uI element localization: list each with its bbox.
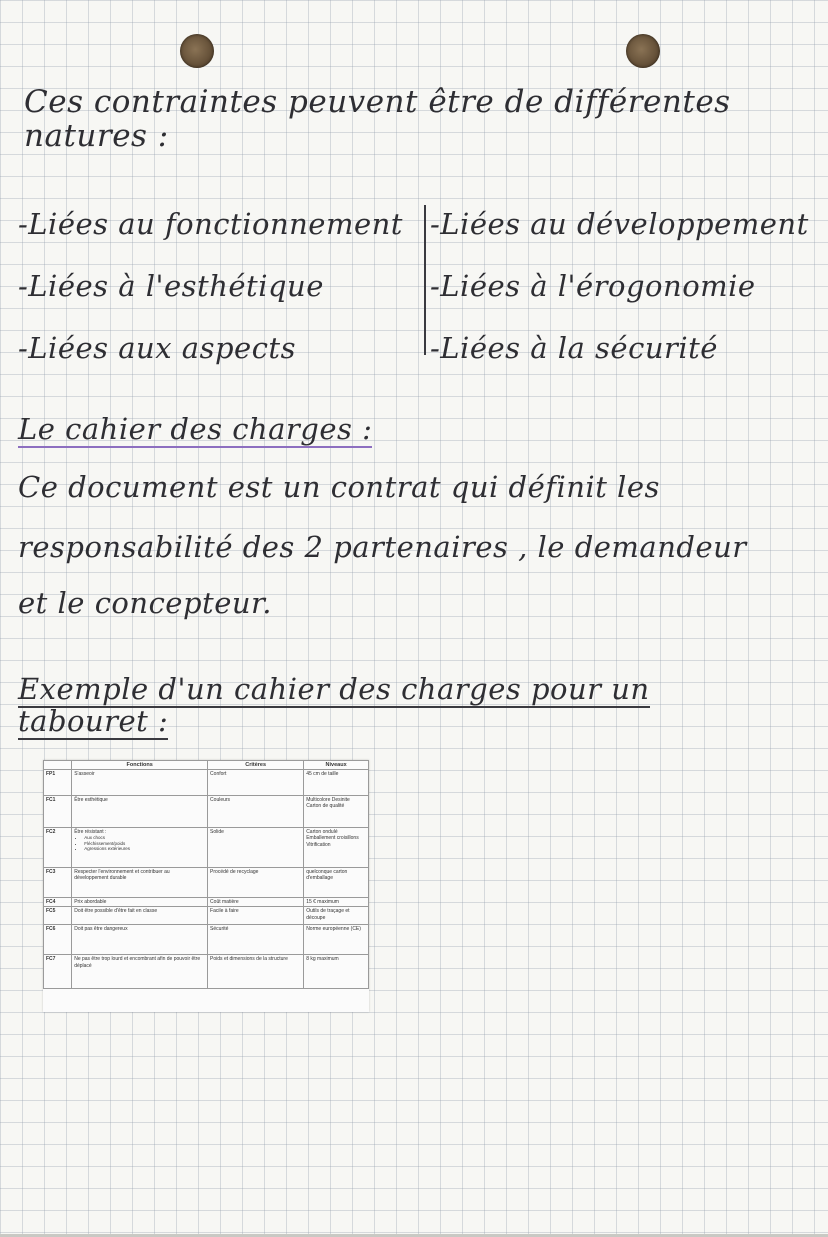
cdc-heading: Le cahier des charges : (18, 412, 373, 446)
cdc-text-line-1: Ce document est un contrat qui définit les (18, 470, 660, 504)
row-fonction: Prix abordable (72, 898, 208, 907)
constraint-item: -Liées aux aspects (18, 331, 296, 365)
table-row (44, 925, 369, 955)
header-niveaux: Niveaux (304, 761, 369, 770)
row-niveau: Norme européenne (CE) (304, 925, 369, 955)
sub-item: • Agressions extérieures (84, 846, 205, 852)
sub-item: • Aux chocs (84, 835, 205, 841)
constraints-left-column (18, 202, 403, 388)
row-fonction (72, 828, 208, 868)
row-code: FC2 (44, 828, 72, 868)
row-niveau: Carton ondulé Emballement croisillons Vitrification (304, 828, 369, 868)
row-critere: Poids et dimensions de la structure (208, 955, 304, 989)
cdc-text-line-3: et le concepteur. (18, 586, 272, 620)
row-code: FP1 (44, 770, 72, 796)
example-heading-line-1: Exemple d'un cahier des charges pour un (18, 672, 650, 706)
row-code: FC4 (44, 898, 72, 907)
row-code: FC1 (44, 796, 72, 828)
sub-list (74, 835, 205, 852)
row-fonction: Doit pas être dangereux (72, 925, 208, 955)
constraints-right-column (430, 202, 809, 388)
row-fonction: Doit être possible d'être fait en classe (72, 907, 208, 925)
constraint-item: -Liées à la sécurité (430, 331, 718, 365)
example-heading-line-2: tabouret : (18, 704, 169, 738)
row-fonction: Être esthétique (72, 796, 208, 828)
row-niveau: 45 cm de taille (304, 770, 369, 796)
sub-item: • Fléchissement/poids (84, 841, 205, 847)
table-row (44, 868, 369, 898)
row-code: FC5 (44, 907, 72, 925)
row-niveau: Outils de traçage et découpe (304, 907, 369, 925)
row-code: FC6 (44, 925, 72, 955)
row-niveau: quelconque carton d'emballage (304, 868, 369, 898)
table-row (44, 828, 369, 868)
header-fonctions: Fonctions (72, 761, 208, 770)
row-fonction: Respecter l'environnement et contribuer au développement durable (72, 868, 208, 898)
row-niveau: 8 kg maximum (304, 955, 369, 989)
row-critere: Sécurité (208, 925, 304, 955)
row-critere: Solide (208, 828, 304, 868)
constraint-item: -Liées au fonctionnement (18, 207, 403, 241)
row-fonction-label: Être résistant : (74, 829, 107, 836)
row-niveau: 15 € maximum (304, 898, 369, 907)
cdc-text-line-2: responsabilité des 2 partenaires , le demandeur (18, 530, 747, 564)
row-niveau: Multicolore Desinite Carton de qualité (304, 796, 369, 828)
binder-hole-right (626, 34, 660, 68)
binder-hole-left (180, 34, 214, 68)
constraint-item: -Liées à l'érogonomie (430, 269, 756, 303)
constraint-item: -Liées à l'esthétique (18, 269, 324, 303)
table-row (44, 907, 369, 925)
column-divider (424, 205, 426, 355)
header-criteres: Critères (208, 761, 304, 770)
table-row (44, 796, 369, 828)
intro-line-1: Ces contraintes peuvent être de différentes (24, 84, 731, 120)
specifications-table-printout (43, 760, 369, 1012)
row-fonction: S'asseoir (72, 770, 208, 796)
row-code: FC3 (44, 868, 72, 898)
table-row (44, 770, 369, 796)
constraint-item: -Liées au développement (430, 207, 809, 241)
table-row (44, 898, 369, 907)
row-fonction: Ne pas être trop lourd et encombrant afin de pouvoir être déplacé (72, 955, 208, 989)
intro-line-2: natures : (24, 118, 169, 154)
specifications-table (43, 760, 369, 989)
row-critere: Procédé de recyclage (208, 868, 304, 898)
row-critere: Facile à faire (208, 907, 304, 925)
table-row (44, 955, 369, 989)
row-critere: Couleurs (208, 796, 304, 828)
row-critere: Coût matière (208, 898, 304, 907)
row-critere: Confort (208, 770, 304, 796)
row-code: FC7 (44, 955, 72, 989)
